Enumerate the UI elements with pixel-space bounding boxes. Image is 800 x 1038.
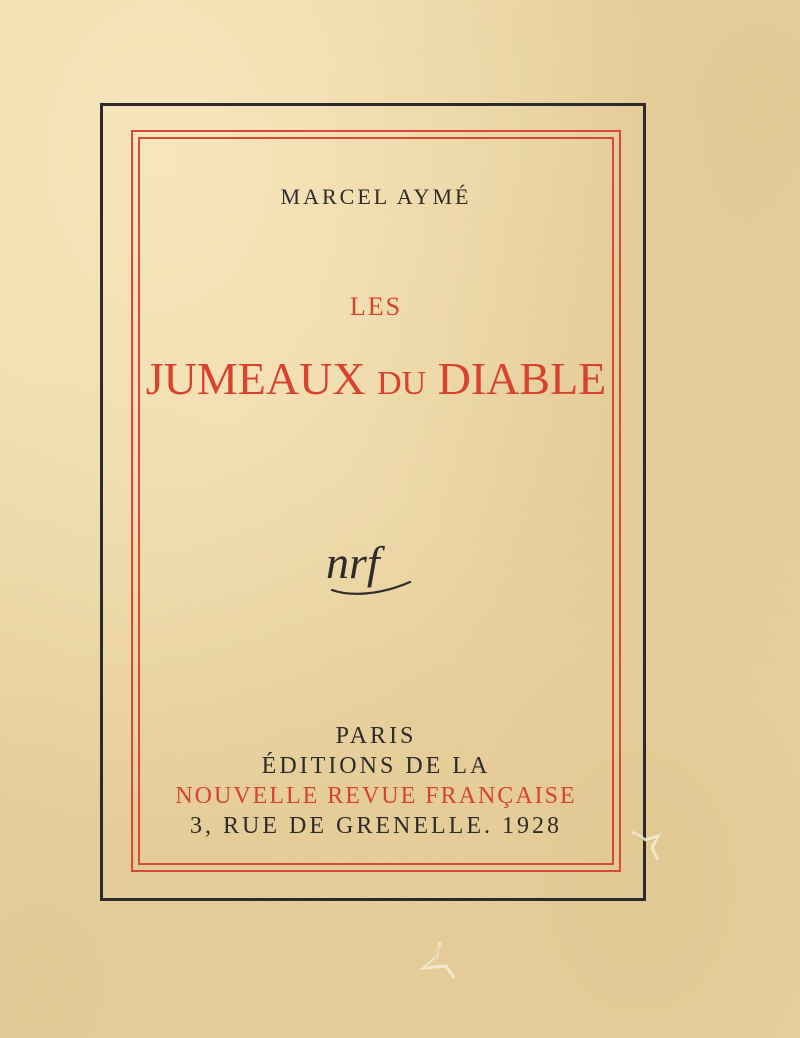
paper-crease-mark-right [628,826,664,866]
title-word-du: DU [377,365,427,402]
title-prefix: LES [349,292,403,321]
publisher-line-nrf: NOUVELLE REVUE FRANÇAISE [175,783,577,809]
author-name: MARCEL AYMÉ [280,184,472,209]
publisher-line-editions: ÉDITIONS DE LA [261,753,491,779]
nrf-logo [318,538,428,600]
nrf-logo-text: nrf [326,538,380,588]
paper-crease-mark-bottom [410,938,470,988]
publisher-city: PARIS [335,723,417,749]
title-word-diable: DIABLE [437,353,607,404]
publisher-address-year: 3, RUE DE GRENELLE. 1928 [190,813,562,839]
book-title [138,352,614,405]
title-word-jumeaux: JUMEAUX [145,353,366,404]
